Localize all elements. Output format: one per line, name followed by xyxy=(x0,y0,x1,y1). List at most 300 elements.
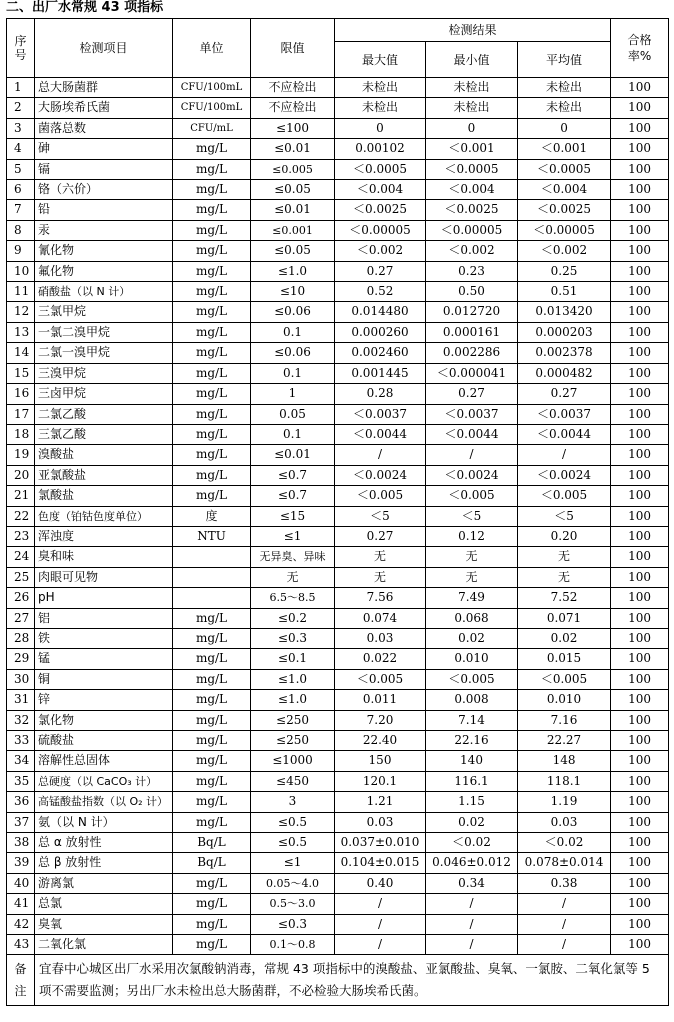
cell-min: / xyxy=(426,914,518,934)
cell-unit: mg/L xyxy=(173,159,251,179)
cell-item: 色度（铂钴色度单位） xyxy=(35,506,173,526)
table-row xyxy=(7,812,669,832)
cell-no: 7 xyxy=(7,200,35,220)
cell-min: ＜0.0024 xyxy=(426,465,518,485)
table-row xyxy=(7,139,669,159)
cell-pass: 100 xyxy=(611,628,669,648)
cell-no: 40 xyxy=(7,873,35,893)
cell-limit: ≤250 xyxy=(251,710,335,730)
cell-min: 0.02 xyxy=(426,812,518,832)
cell-no: 34 xyxy=(7,751,35,771)
cell-unit: mg/L xyxy=(173,792,251,812)
cell-max: ＜0.004 xyxy=(335,180,426,200)
cell-no: 37 xyxy=(7,812,35,832)
cell-pass: 100 xyxy=(611,282,669,302)
table-row xyxy=(7,690,669,710)
cell-limit: ≤0.01 xyxy=(251,139,335,159)
cell-unit: mg/L xyxy=(173,608,251,628)
cell-pass: 100 xyxy=(611,506,669,526)
table-row xyxy=(7,873,669,893)
cell-avg: ＜0.0025 xyxy=(518,200,611,220)
cell-min: 7.14 xyxy=(426,710,518,730)
cell-min: ＜0.02 xyxy=(426,833,518,853)
cell-pass: 100 xyxy=(611,567,669,587)
cell-min: ＜0.0025 xyxy=(426,200,518,220)
cell-min: / xyxy=(426,445,518,465)
cell-limit: ≤0.06 xyxy=(251,343,335,363)
cell-min: 0.002286 xyxy=(426,343,518,363)
table-row xyxy=(7,751,669,771)
cell-unit: mg/L xyxy=(173,282,251,302)
cell-avg: 0.078±0.014 xyxy=(518,853,611,873)
cell-avg: ＜0.005 xyxy=(518,669,611,689)
cell-limit: 不应检出 xyxy=(251,98,335,118)
cell-unit: mg/L xyxy=(173,690,251,710)
cell-limit: ≤0.05 xyxy=(251,241,335,261)
table-row xyxy=(7,547,669,567)
cell-max: 0.014480 xyxy=(335,302,426,322)
note-row xyxy=(7,955,669,1006)
cell-max: 150 xyxy=(335,751,426,771)
cell-min: 0.000161 xyxy=(426,322,518,342)
cell-item: 铝 xyxy=(35,608,173,628)
cell-unit: mg/L xyxy=(173,669,251,689)
cell-avg: 0.015 xyxy=(518,649,611,669)
table-row xyxy=(7,669,669,689)
cell-avg: ＜0.004 xyxy=(518,180,611,200)
cell-min: ＜0.000041 xyxy=(426,363,518,383)
cell-item: 总硬度（以 CaCO₃ 计） xyxy=(35,771,173,791)
cell-pass: 100 xyxy=(611,853,669,873)
cell-avg: 0.20 xyxy=(518,526,611,546)
header-no: 序号 xyxy=(7,19,35,78)
cell-avg: 22.27 xyxy=(518,731,611,751)
cell-item: 游离氯 xyxy=(35,873,173,893)
cell-avg: 未检出 xyxy=(518,98,611,118)
cell-no: 23 xyxy=(7,526,35,546)
cell-limit: 6.5～8.5 xyxy=(251,588,335,608)
cell-pass: 100 xyxy=(611,261,669,281)
cell-max: 0.074 xyxy=(335,608,426,628)
cell-unit: mg/L xyxy=(173,914,251,934)
cell-pass: 100 xyxy=(611,547,669,567)
cell-max: 0.104±0.015 xyxy=(335,853,426,873)
cell-item: 溶解性总固体 xyxy=(35,751,173,771)
cell-no: 14 xyxy=(7,343,35,363)
cell-pass: 100 xyxy=(611,465,669,485)
cell-unit: mg/L xyxy=(173,710,251,730)
table-row xyxy=(7,445,669,465)
header-pass: 合格率% xyxy=(611,19,669,78)
cell-pass: 100 xyxy=(611,302,669,322)
cell-pass: 100 xyxy=(611,690,669,710)
cell-avg: 0.013420 xyxy=(518,302,611,322)
cell-limit: ≤0.3 xyxy=(251,628,335,648)
cell-limit: ≤1.0 xyxy=(251,690,335,710)
cell-max: 7.20 xyxy=(335,710,426,730)
table-row xyxy=(7,914,669,934)
cell-min: 1.15 xyxy=(426,792,518,812)
cell-unit: CFU/100mL xyxy=(173,98,251,118)
cell-unit: mg/L xyxy=(173,200,251,220)
cell-unit: mg/L xyxy=(173,241,251,261)
section-title: 二、出厂水常规 43 项指标 xyxy=(6,0,164,15)
cell-item: 铜 xyxy=(35,669,173,689)
cell-no: 27 xyxy=(7,608,35,628)
cell-avg: 未检出 xyxy=(518,78,611,98)
cell-item: 溴酸盐 xyxy=(35,445,173,465)
cell-pass: 100 xyxy=(611,424,669,444)
cell-pass: 100 xyxy=(611,139,669,159)
cell-no: 10 xyxy=(7,261,35,281)
cell-item: 三卤甲烷 xyxy=(35,384,173,404)
cell-pass: 100 xyxy=(611,343,669,363)
cell-unit: mg/L xyxy=(173,261,251,281)
cell-pass: 100 xyxy=(611,608,669,628)
cell-item: 氯酸盐 xyxy=(35,486,173,506)
cell-unit: mg/L xyxy=(173,751,251,771)
cell-pass: 100 xyxy=(611,792,669,812)
cell-item: 三氯乙酸 xyxy=(35,424,173,444)
cell-pass: 100 xyxy=(611,710,669,730)
cell-min: 0.046±0.012 xyxy=(426,853,518,873)
cell-max: 0.000260 xyxy=(335,322,426,342)
cell-unit: Bq/L xyxy=(173,853,251,873)
cell-pass: 100 xyxy=(611,833,669,853)
cell-limit: ≤0.06 xyxy=(251,302,335,322)
cell-max: ＜0.0024 xyxy=(335,465,426,485)
cell-avg: 0.38 xyxy=(518,873,611,893)
cell-max: 0.002460 xyxy=(335,343,426,363)
table-row xyxy=(7,404,669,424)
table-row xyxy=(7,180,669,200)
cell-item: 氨（以 N 计） xyxy=(35,812,173,832)
cell-no: 42 xyxy=(7,914,35,934)
header-unit: 单位 xyxy=(173,19,251,78)
cell-limit: ≤0.001 xyxy=(251,220,335,240)
cell-item: 氰化物 xyxy=(35,241,173,261)
cell-avg: 7.52 xyxy=(518,588,611,608)
cell-pass: 100 xyxy=(611,771,669,791)
cell-limit: 0.1 xyxy=(251,322,335,342)
cell-no: 9 xyxy=(7,241,35,261)
cell-max: 0 xyxy=(335,118,426,138)
cell-item: 二氧化氯 xyxy=(35,935,173,955)
cell-no: 15 xyxy=(7,363,35,383)
cell-unit: mg/L xyxy=(173,465,251,485)
cell-no: 2 xyxy=(7,98,35,118)
cell-unit: mg/L xyxy=(173,812,251,832)
cell-unit: mg/L xyxy=(173,363,251,383)
cell-avg: ＜0.00005 xyxy=(518,220,611,240)
table-row xyxy=(7,200,669,220)
cell-item: 总 α 放射性 xyxy=(35,833,173,853)
table-row xyxy=(7,526,669,546)
cell-limit: 1 xyxy=(251,384,335,404)
cell-max: 0.037±0.010 xyxy=(335,833,426,853)
cell-no: 31 xyxy=(7,690,35,710)
cell-avg: 0.27 xyxy=(518,384,611,404)
cell-avg: 0.000203 xyxy=(518,322,611,342)
cell-item: 高锰酸盐指数（以 O₂ 计） xyxy=(35,792,173,812)
cell-unit: CFU/100mL xyxy=(173,78,251,98)
cell-no: 24 xyxy=(7,547,35,567)
table-row xyxy=(7,78,669,98)
cell-pass: 100 xyxy=(611,78,669,98)
cell-pass: 100 xyxy=(611,384,669,404)
cell-item: pH xyxy=(35,588,173,608)
cell-pass: 100 xyxy=(611,241,669,261)
table-row xyxy=(7,343,669,363)
water-quality-table xyxy=(6,18,669,1006)
cell-min: 22.16 xyxy=(426,731,518,751)
cell-max: 0.011 xyxy=(335,690,426,710)
cell-avg: / xyxy=(518,914,611,934)
cell-no: 13 xyxy=(7,322,35,342)
cell-pass: 100 xyxy=(611,322,669,342)
cell-max: ＜0.002 xyxy=(335,241,426,261)
cell-max: 无 xyxy=(335,547,426,567)
header-avg: 平均值 xyxy=(518,42,611,78)
cell-unit: mg/L xyxy=(173,649,251,669)
cell-item: 氯化物 xyxy=(35,710,173,730)
cell-pass: 100 xyxy=(611,649,669,669)
table-row xyxy=(7,465,669,485)
cell-limit: ≤0.005 xyxy=(251,159,335,179)
table-row xyxy=(7,649,669,669)
cell-no: 26 xyxy=(7,588,35,608)
cell-max: / xyxy=(335,445,426,465)
cell-unit: mg/L xyxy=(173,302,251,322)
cell-pass: 100 xyxy=(611,812,669,832)
cell-avg: ＜0.001 xyxy=(518,139,611,159)
cell-max: 未检出 xyxy=(335,78,426,98)
table-row xyxy=(7,159,669,179)
cell-no: 28 xyxy=(7,628,35,648)
cell-item: 总 β 放射性 xyxy=(35,853,173,873)
cell-item: 总氯 xyxy=(35,894,173,914)
cell-min: ＜0.0037 xyxy=(426,404,518,424)
cell-no: 4 xyxy=(7,139,35,159)
table-row xyxy=(7,322,669,342)
cell-unit: mg/L xyxy=(173,445,251,465)
cell-max: 0.03 xyxy=(335,812,426,832)
cell-limit: ≤0.1 xyxy=(251,649,335,669)
cell-avg: 0.010 xyxy=(518,690,611,710)
cell-item: 氟化物 xyxy=(35,261,173,281)
table-row xyxy=(7,282,669,302)
cell-min: 140 xyxy=(426,751,518,771)
cell-no: 21 xyxy=(7,486,35,506)
cell-avg: 0 xyxy=(518,118,611,138)
cell-min: / xyxy=(426,935,518,955)
cell-item: 臭氧 xyxy=(35,914,173,934)
cell-avg: ＜5 xyxy=(518,506,611,526)
cell-limit: ≤0.01 xyxy=(251,445,335,465)
table-row xyxy=(7,894,669,914)
cell-min: 0.12 xyxy=(426,526,518,546)
cell-limit: ≤250 xyxy=(251,731,335,751)
cell-item: 铁 xyxy=(35,628,173,648)
cell-pass: 100 xyxy=(611,404,669,424)
cell-avg: 无 xyxy=(518,547,611,567)
cell-min: 0.23 xyxy=(426,261,518,281)
cell-item: 铅 xyxy=(35,200,173,220)
cell-avg: 无 xyxy=(518,567,611,587)
table-row xyxy=(7,384,669,404)
cell-max: ＜5 xyxy=(335,506,426,526)
cell-avg: 0.02 xyxy=(518,628,611,648)
cell-min: ＜0.0005 xyxy=(426,159,518,179)
table-row xyxy=(7,506,669,526)
cell-no: 38 xyxy=(7,833,35,853)
cell-min: 116.1 xyxy=(426,771,518,791)
cell-avg: ＜0.002 xyxy=(518,241,611,261)
table-row xyxy=(7,261,669,281)
cell-item: 浑浊度 xyxy=(35,526,173,546)
cell-item: 二氯一溴甲烷 xyxy=(35,343,173,363)
cell-unit: CFU/mL xyxy=(173,118,251,138)
cell-no: 12 xyxy=(7,302,35,322)
cell-max: 0.52 xyxy=(335,282,426,302)
cell-item: 锰 xyxy=(35,649,173,669)
cell-item: 大肠埃希氏菌 xyxy=(35,98,173,118)
table-row xyxy=(7,486,669,506)
cell-limit: ≤0.5 xyxy=(251,812,335,832)
cell-min: / xyxy=(426,894,518,914)
cell-avg: / xyxy=(518,935,611,955)
cell-unit: mg/L xyxy=(173,139,251,159)
cell-min: 0.02 xyxy=(426,628,518,648)
cell-limit: 0.1 xyxy=(251,363,335,383)
header-min: 最小值 xyxy=(426,42,518,78)
cell-item: 硫酸盐 xyxy=(35,731,173,751)
cell-pass: 100 xyxy=(611,731,669,751)
cell-limit: 不应检出 xyxy=(251,78,335,98)
cell-item: 汞 xyxy=(35,220,173,240)
cell-no: 3 xyxy=(7,118,35,138)
cell-pass: 100 xyxy=(611,751,669,771)
cell-item: 菌落总数 xyxy=(35,118,173,138)
table-row xyxy=(7,710,669,730)
cell-no: 22 xyxy=(7,506,35,526)
table-row xyxy=(7,628,669,648)
cell-max: ＜0.0044 xyxy=(335,424,426,444)
cell-pass: 100 xyxy=(611,914,669,934)
cell-min: 0.50 xyxy=(426,282,518,302)
cell-no: 20 xyxy=(7,465,35,485)
cell-no: 43 xyxy=(7,935,35,955)
cell-pass: 100 xyxy=(611,118,669,138)
cell-min: 无 xyxy=(426,567,518,587)
cell-limit: ≤100 xyxy=(251,118,335,138)
cell-min: 未检出 xyxy=(426,78,518,98)
cell-limit: 0.5～3.0 xyxy=(251,894,335,914)
cell-avg: 0.51 xyxy=(518,282,611,302)
cell-avg: 0.002378 xyxy=(518,343,611,363)
cell-pass: 100 xyxy=(611,669,669,689)
cell-limit: ≤450 xyxy=(251,771,335,791)
cell-item: 铬（六价） xyxy=(35,180,173,200)
cell-limit: ≤10 xyxy=(251,282,335,302)
cell-item: 臭和味 xyxy=(35,547,173,567)
cell-avg: 0.03 xyxy=(518,812,611,832)
cell-unit xyxy=(173,588,251,608)
cell-limit: 无异臭、异味 xyxy=(251,547,335,567)
cell-max: 0.00102 xyxy=(335,139,426,159)
cell-limit: 0.05～4.0 xyxy=(251,873,335,893)
table-row xyxy=(7,731,669,751)
cell-min: 无 xyxy=(426,547,518,567)
cell-unit: mg/L xyxy=(173,424,251,444)
cell-unit: NTU xyxy=(173,526,251,546)
cell-limit: ≤0.7 xyxy=(251,486,335,506)
cell-limit: 0.1 xyxy=(251,424,335,444)
cell-item: 砷 xyxy=(35,139,173,159)
cell-min: ＜0.005 xyxy=(426,486,518,506)
cell-unit: mg/L xyxy=(173,404,251,424)
cell-min: 0.008 xyxy=(426,690,518,710)
table-row xyxy=(7,567,669,587)
cell-limit: ≤0.2 xyxy=(251,608,335,628)
cell-min: 7.49 xyxy=(426,588,518,608)
cell-max: 0.27 xyxy=(335,526,426,546)
cell-unit xyxy=(173,567,251,587)
cell-max: ＜0.00005 xyxy=(335,220,426,240)
cell-item: 总大肠菌群 xyxy=(35,78,173,98)
cell-limit: ≤1000 xyxy=(251,751,335,771)
cell-no: 16 xyxy=(7,384,35,404)
cell-min: 0.34 xyxy=(426,873,518,893)
cell-unit: mg/L xyxy=(173,322,251,342)
cell-no: 25 xyxy=(7,567,35,587)
cell-no: 29 xyxy=(7,649,35,669)
cell-item: 锌 xyxy=(35,690,173,710)
cell-max: 0.40 xyxy=(335,873,426,893)
cell-min: 0.068 xyxy=(426,608,518,628)
cell-item: 一氯二溴甲烷 xyxy=(35,322,173,342)
cell-pass: 100 xyxy=(611,200,669,220)
cell-min: ＜5 xyxy=(426,506,518,526)
cell-avg: 0.25 xyxy=(518,261,611,281)
table-row xyxy=(7,302,669,322)
cell-avg: 118.1 xyxy=(518,771,611,791)
cell-min: ＜0.002 xyxy=(426,241,518,261)
table-row xyxy=(7,608,669,628)
cell-unit: mg/L xyxy=(173,731,251,751)
cell-pass: 100 xyxy=(611,98,669,118)
cell-min: ＜0.001 xyxy=(426,139,518,159)
table-row xyxy=(7,363,669,383)
cell-avg: ＜0.02 xyxy=(518,833,611,853)
cell-avg: ＜0.0037 xyxy=(518,404,611,424)
cell-limit: 3 xyxy=(251,792,335,812)
cell-min: 0.010 xyxy=(426,649,518,669)
cell-no: 5 xyxy=(7,159,35,179)
cell-max: ＜0.005 xyxy=(335,669,426,689)
table-row xyxy=(7,241,669,261)
cell-max: 未检出 xyxy=(335,98,426,118)
cell-limit: ≤1 xyxy=(251,853,335,873)
cell-max: / xyxy=(335,894,426,914)
cell-unit: mg/L xyxy=(173,935,251,955)
cell-limit: ≤0.01 xyxy=(251,200,335,220)
cell-pass: 100 xyxy=(611,180,669,200)
cell-limit: ≤1 xyxy=(251,526,335,546)
cell-item: 镉 xyxy=(35,159,173,179)
note-label: 备注 xyxy=(7,955,35,1006)
cell-no: 6 xyxy=(7,180,35,200)
